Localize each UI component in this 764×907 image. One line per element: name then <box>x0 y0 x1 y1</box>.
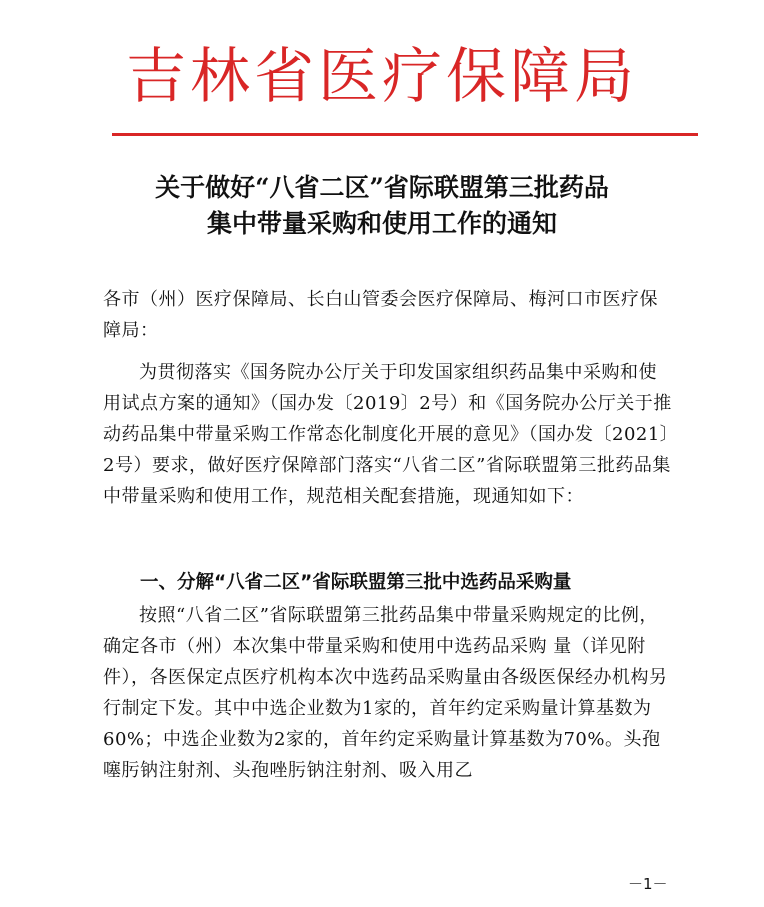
paragraph-1: 为贯彻落实《国务院办公厅关于印发国家组织药品集中采购和使用试点方案的通知》（国办发〔2019〕2号）和《国务院办公厅关于推动药品集中带量采购工作常态化制度化开展的意见》（国办发〔2021〕2号）要求，做好医疗保障部门落实“八省二区”省际联盟第三批药品集中带量采购和使用工作，规范相关配套措施，现通知如下： <box>103 362 672 507</box>
paragraph-2: 按照“八省二区”省际联盟第三批药品集中带量采购规定的比例，确定各市（州）本次集中带量采购和使用中选药品采购 量（详见附件），各医保定点医疗机构本次中选药品采购量由各级医保经办机构另行制定下发。其中中选企业数为1家的，首年约定采购量计算基数为60%；中选企业数为2家的，首年约定采购量计算基数为70%。头孢噻肟钠注射剂、头孢唑肟钠注射剂、吸入用乙 <box>103 605 668 781</box>
organization-letterhead: 吉林省医疗保障局 <box>126 42 638 112</box>
salutation: 各市（州）医疗保障局、长白山管委会医疗保障局、梅河口市医疗保障局： <box>103 289 658 341</box>
section-1-heading: 一、分解“八省二区”省际联盟第三批中选药品采购量 <box>140 572 572 593</box>
red-divider-line <box>112 133 698 136</box>
title-line-1: 关于做好“八省二区”省际联盟第三批药品 <box>155 173 609 202</box>
title-line-2: 集中带量采购和使用工作的通知 <box>206 209 557 238</box>
page-number: －1－ <box>628 875 668 893</box>
document-title <box>0 170 764 242</box>
